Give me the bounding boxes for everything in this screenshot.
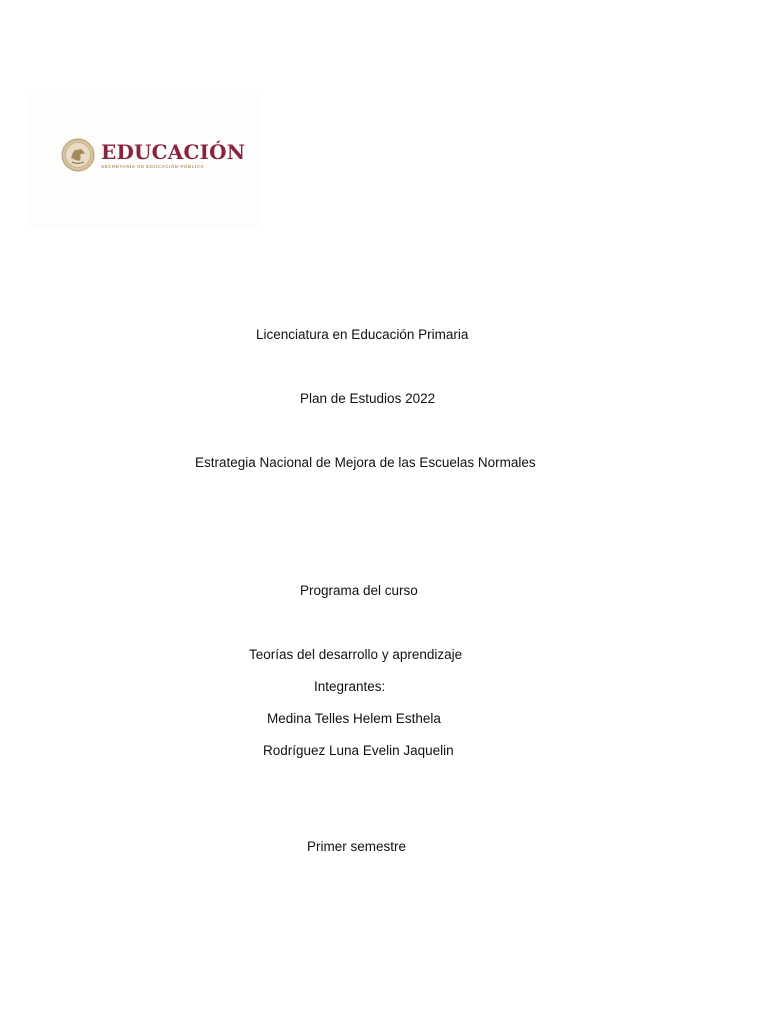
sep-logo xyxy=(61,138,245,172)
degree-text: Licenciatura en Educación Primaria xyxy=(256,327,469,342)
logo-subtitle: SECRETARÍA DE EDUCACIÓN PÚBLICA xyxy=(101,163,205,169)
semester-text: Primer semestre xyxy=(307,839,407,854)
course-text: Teorías del desarrollo y aprendizaje xyxy=(249,647,463,662)
plan-text: Plan de Estudios 2022 xyxy=(300,391,436,406)
member-name: Medina Telles Helem Esthela xyxy=(267,711,441,726)
logo-title: EDUCACIÓN xyxy=(101,139,246,164)
logo-block xyxy=(28,90,260,228)
strategy-text: Estrategia Nacional de Mejora de las Escuelas Normales xyxy=(195,455,536,470)
program-text: Programa del curso xyxy=(300,583,418,598)
members-label: Integrantes: xyxy=(314,679,386,694)
member-name: Rodríguez Luna Evelin Jaquelin xyxy=(263,743,454,758)
mexican-eagle-seal-icon xyxy=(61,138,95,172)
